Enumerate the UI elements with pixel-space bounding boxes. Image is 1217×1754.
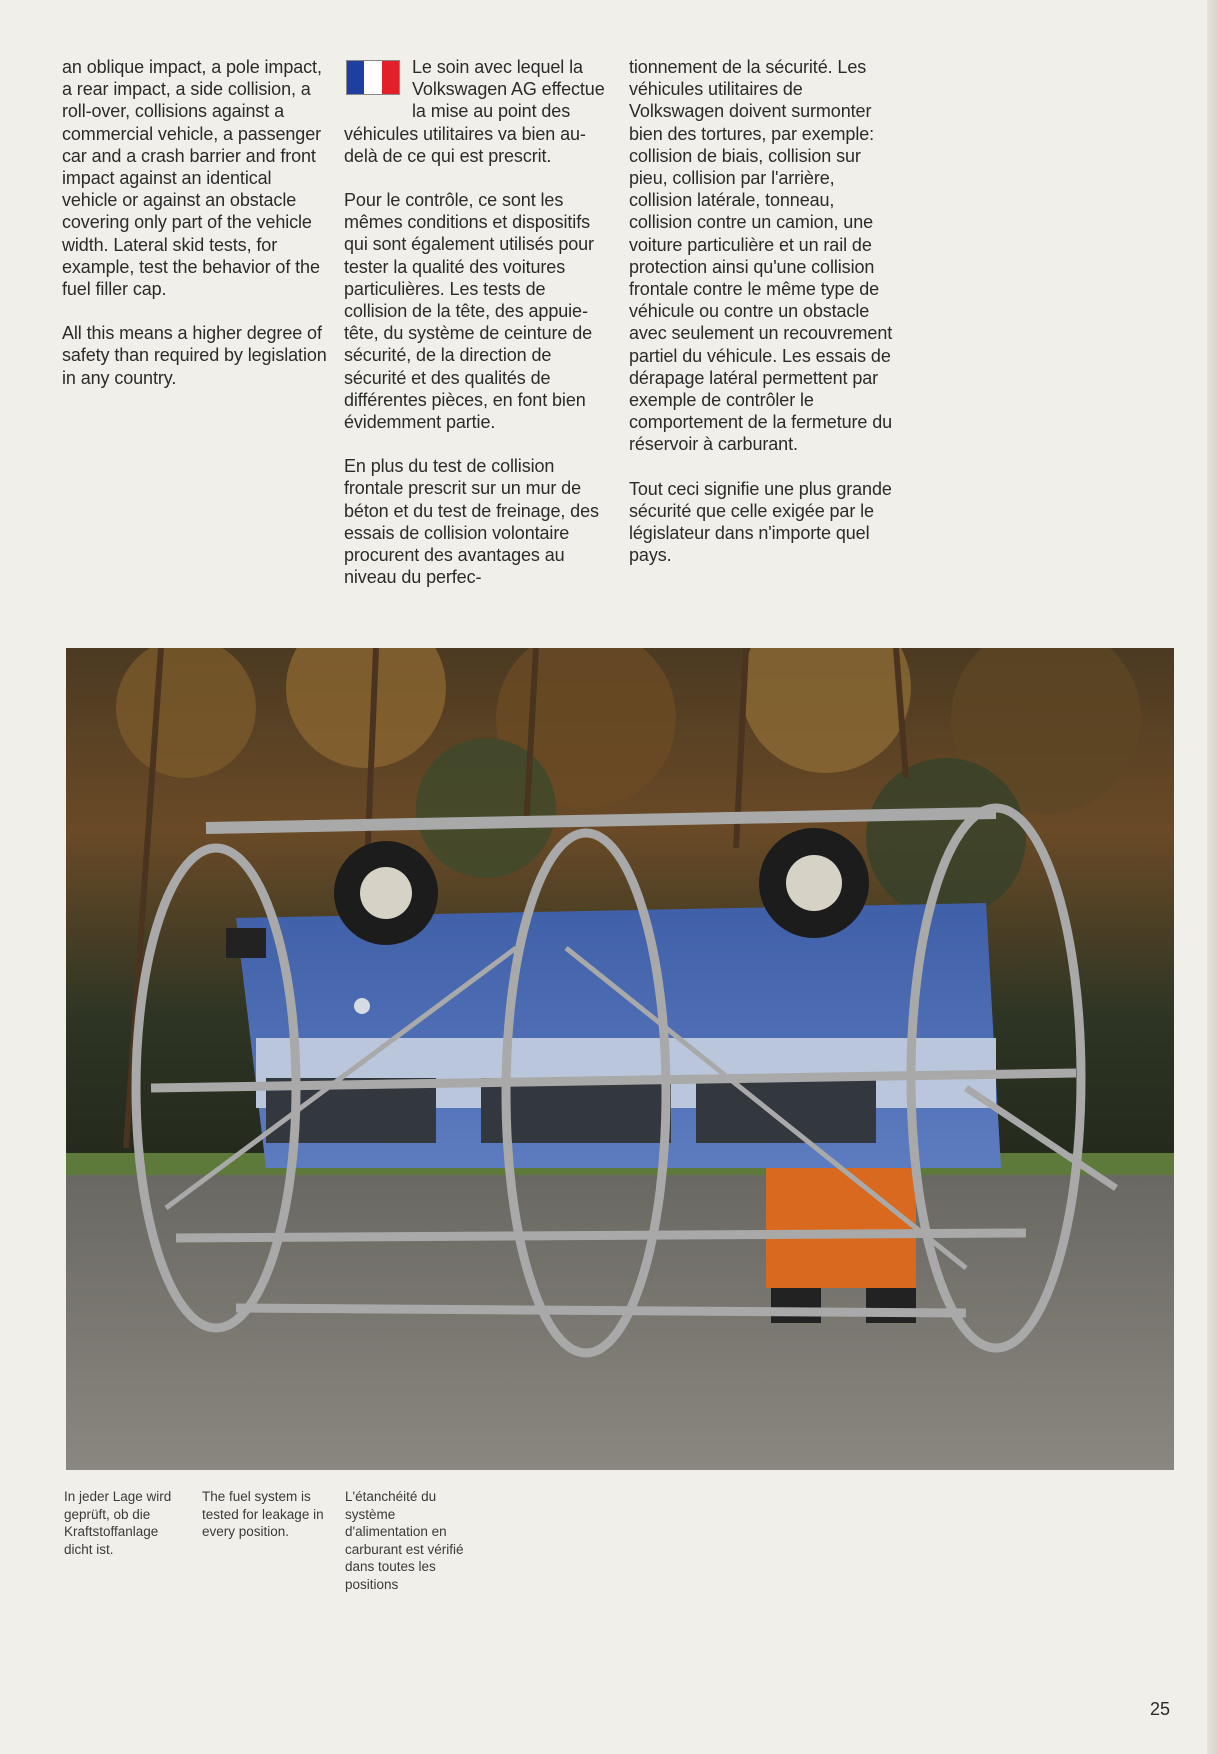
photo-illustration xyxy=(66,648,1174,1470)
column-english xyxy=(62,56,327,411)
fr-paragraph-5: Tout ceci signifie une plus grande sécurité que celle exigée par le législateur dans n'importe quel pays. xyxy=(629,478,892,566)
french-flag-icon xyxy=(346,60,400,95)
fr-paragraph-1: Le soin avec lequel la Volkswagen AG effectue la mise au point des véhicules utilitaires va bien au-delà de ce qui est prescrit. xyxy=(344,57,605,166)
flag-blue-stripe xyxy=(347,61,364,94)
caption-english: The fuel system is tested for leakage in every position. xyxy=(202,1489,324,1540)
rollover-rig-photo xyxy=(66,648,1174,1470)
en-paragraph-1: an oblique impact, a pole impact, a rear impact, a side collision, a roll-over, collisions against a commercial vehicle, a passenger car and a crash barrier and front impact against an identical vehicle or against an obstacle covering only part of the vehicle width. Lateral skid tests, for example, test the behavior of the fuel filler cap. xyxy=(62,57,322,300)
fr-paragraph-3: En plus du test de collision frontale prescrit sur un mur de béton et du test de freinage, des essais de collision volontaire procurent des avantages au niveau du perfec- xyxy=(344,456,599,588)
page-edge xyxy=(1207,0,1217,1754)
fr-paragraph-2: Pour le contrôle, ce sont les mêmes conditions et dispositifs qui sont également utilisés pour tester la qualité des voitures particulières. Les tests de collision de la tête, des appuie-tête, du système de ceinture de sécurité, de la direction de sécurité et des qualités de différentes pièces, en font bien évidemment partie. xyxy=(344,190,594,433)
flag-red-stripe xyxy=(382,61,399,94)
fr-paragraph-4: tionnement de la sécurité. Les véhicules utilitaires de Volkswagen doivent surmonter bien des tortures, par exemple: collision de biais, collision sur pieu, collision par l'arrière, collision latérale, tonneau, collision contre un camion, une voiture particulière et un rail de protection ainsi qu'une collision frontale contre le même type de véhicule ou contre un obstacle avec seulement un recouvrement partiel du véhicule. Les essais de dérapage latéral permettent par exemple de contrôler le comportement de la fermeture du réservoir à carburant. xyxy=(629,57,893,455)
page-number: 25 xyxy=(1150,1699,1171,1719)
column-french-1 xyxy=(344,56,609,610)
caption-german: In jeder Lage wird geprüft, ob die Kraftstoffanlage dicht ist. xyxy=(64,1489,172,1557)
vw-logo xyxy=(354,998,370,1014)
en-paragraph-2: All this means a higher degree of safety than required by legislation in any country. xyxy=(62,323,327,388)
flag-white-stripe xyxy=(364,61,381,94)
caption-french: L'étanchéité du système d'alimentation en carburant est vérifié dans toutes les positions xyxy=(345,1489,464,1592)
column-french-2 xyxy=(629,56,894,588)
